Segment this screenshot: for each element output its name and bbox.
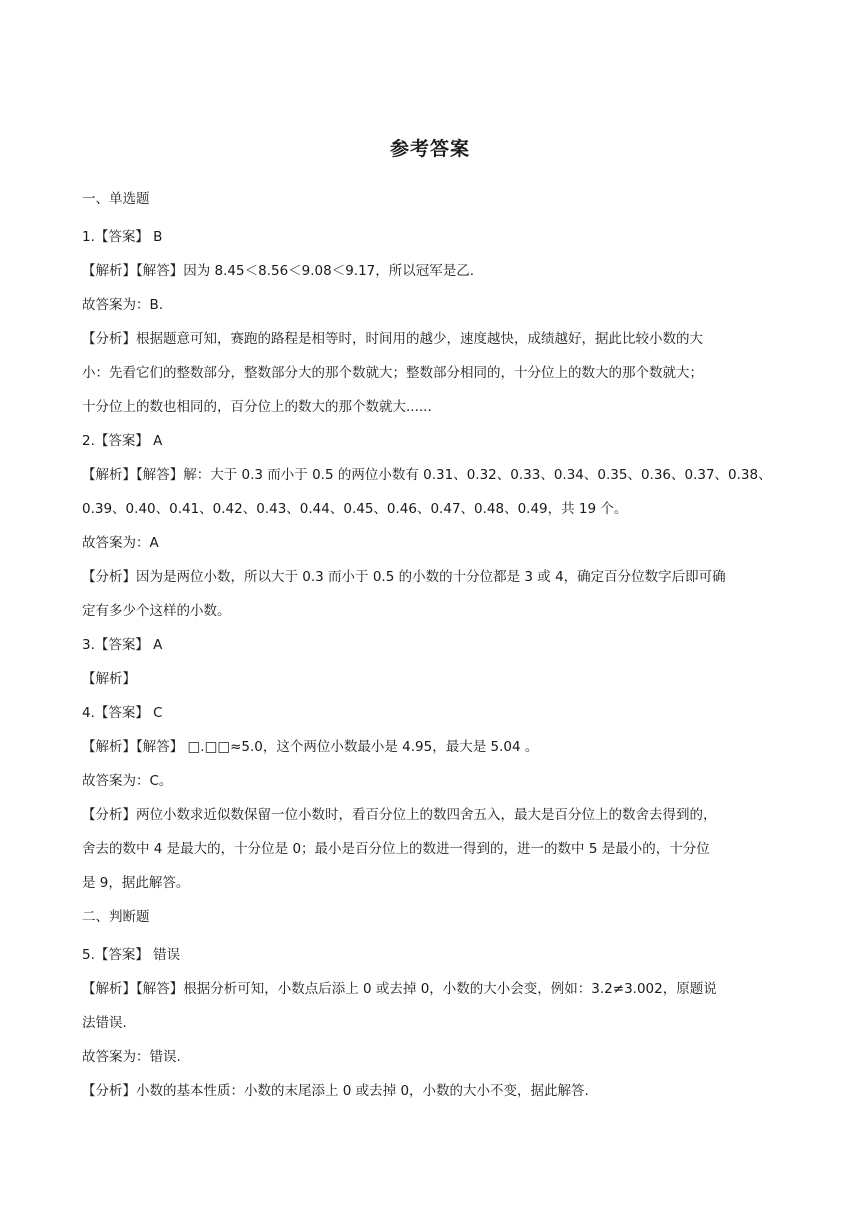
q3-answer: 3.【答案】 A [82,637,163,653]
q1-analysis-line-1: 【分析】根据题意可知，赛跑的路程是相等时，时间用的越少，速度越快，成绩越好，据此比较小数的大 [82,331,703,347]
q1-final-answer: 故答案为：B. [82,297,164,313]
q2-explanation-line-1: 【解析】【解答】解：大于 0.3 而小于 0.5 的两位小数有 0.31、0.32、0.33、0.34、0.35、0.36、0.37、0.38、 [82,467,772,483]
q2-final-answer: 故答案为：A [82,535,159,551]
section-heading-single-choice: 一、单选题 [82,191,150,207]
q2-explanation-line-2: 0.39、0.40、0.41、0.42、0.43、0.44、0.45、0.46、0.47、0.48、0.49，共 19 个。 [82,501,628,517]
q2-answer: 2.【答案】 A [82,433,163,449]
section-heading-true-false: 二、判断题 [82,909,150,925]
q4-explanation: 【解析】【解答】 □.□□≈5.0，这个两位小数最小是 4.95，最大是 5.04 。 [82,739,539,755]
q4-answer: 4.【答案】 C [82,705,163,721]
q2-analysis-line-2: 定有多少个这样的小数。 [82,603,231,619]
q1-explanation: 【解析】【解答】因为 8.45＜8.56＜9.08＜9.17，所以冠军是乙. [82,263,475,279]
q5-analysis: 【分析】小数的基本性质：小数的末尾添上 0 或去掉 0，小数的大小不变，据此解答. [82,1083,589,1099]
q1-answer: 1.【答案】 B [82,229,163,245]
q3-explanation: 【解析】 [82,671,136,687]
q2-analysis-line-1: 【分析】因为是两位小数，所以大于 0.3 而小于 0.5 的小数的十分位都是 3 或 4，确定百分位数字后即可确 [82,569,726,585]
q1-analysis-line-2: 小：先看它们的整数部分，整数部分大的那个数就大；整数部分相同的，十分位上的数大的那个数就大； [82,365,703,381]
q4-analysis-line-2: 舍去的数中 4 是最大的，十分位是 0；最小是百分位上的数进一得到的，进一的数中 5 是最小的，十分位 [82,841,710,857]
q5-answer: 5.【答案】 错误 [82,947,181,963]
q4-analysis-line-1: 【分析】两位小数求近似数保留一位小数时，看百分位上的数四舍五入，最大是百分位上的数舍去得到的， [82,807,717,823]
answer-content [82,182,782,1108]
q5-explanation-line-2: 法错误. [82,1015,127,1031]
q4-final-answer: 故答案为：C。 [82,773,173,789]
q4-analysis-line-3: 是 9，据此解答。 [82,875,190,891]
page-title: 参考答案 [389,138,470,160]
q5-final-answer: 故答案为：错误. [82,1049,181,1065]
q1-analysis-line-3: 十分位上的数也相同的，百分位上的数大的那个数就大...... [82,399,432,415]
q5-explanation-line-1: 【解析】【解答】根据分析可知，小数点后添上 0 或去掉 0，小数的大小会变，例如：3.2≠3.002，原题说 [82,981,717,997]
